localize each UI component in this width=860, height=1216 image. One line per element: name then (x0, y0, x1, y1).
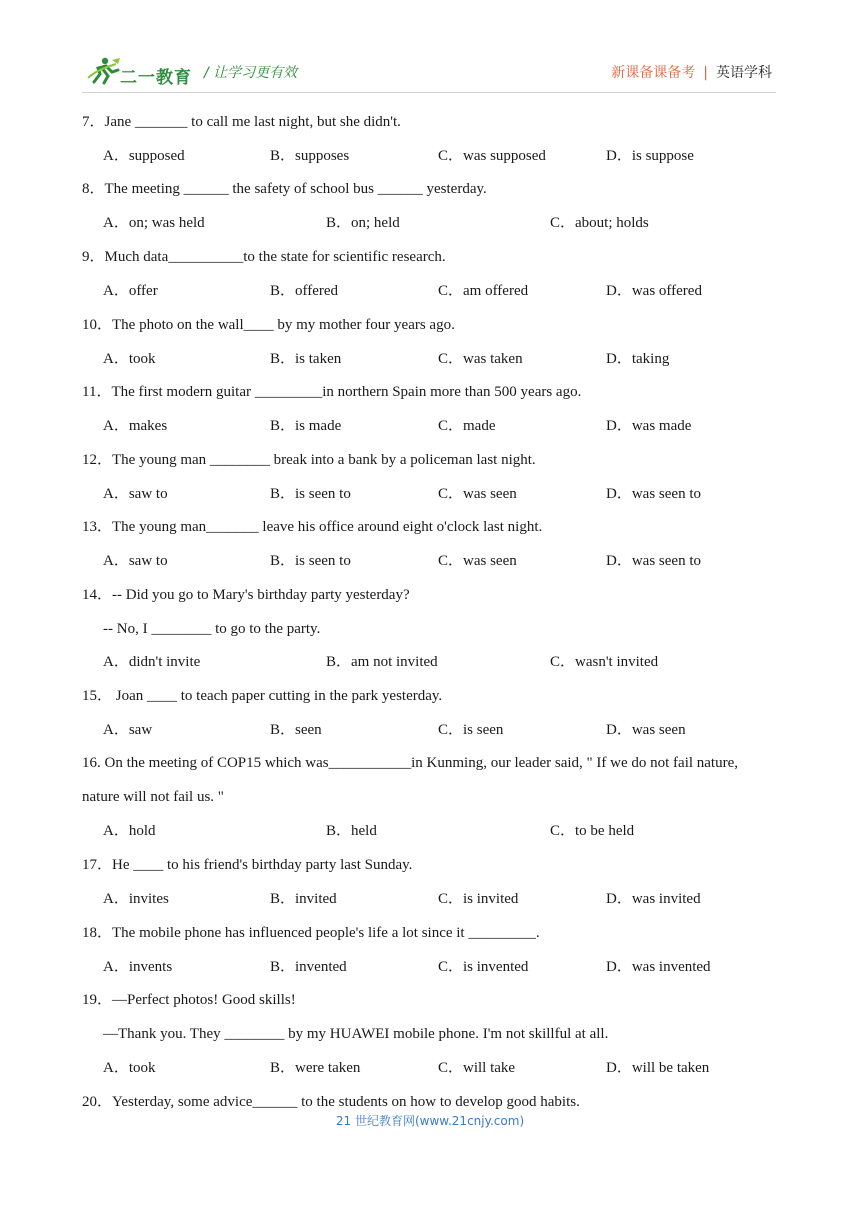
question-stem-continued: -- No, I ________ to go to the party. (103, 621, 321, 637)
option-c: C．made (438, 418, 496, 434)
option-d: D．was made (606, 418, 692, 434)
question-stem-continued: nature will not fail us. " (82, 789, 224, 805)
question-stem: 19．—Perfect photos! Good skills! (82, 992, 296, 1008)
option-a: A．on; was held (103, 215, 205, 231)
option-b: B．invented (270, 959, 347, 975)
option-a: A．invents (103, 959, 173, 975)
option-a: A．took (103, 351, 156, 367)
option-a: A．saw to (103, 553, 168, 569)
option-d: D．was seen to (606, 553, 701, 569)
option-c: C．will take (438, 1060, 516, 1076)
option-b: B．is made (270, 418, 342, 434)
option-b: B．invited (270, 891, 337, 907)
question-stem: 18．The mobile phone has influenced people's life a lot since it _________. (82, 925, 540, 941)
header-separator: | (703, 65, 708, 81)
option-a: A．saw to (103, 486, 168, 502)
option-c: C．about; holds (550, 215, 649, 231)
option-c: C．is invited (438, 891, 519, 907)
question-stem: 12．The young man ________ break into a bank by a policeman last night. (82, 452, 536, 468)
option-a: A．invites (103, 891, 169, 907)
question-stem-continued: —Thank you. They ________ by my HUAWEI mobile phone. I'm not skillful at all. (103, 1026, 609, 1042)
option-c: C．to be held (550, 823, 635, 839)
option-b: B．seen (270, 722, 322, 738)
option-b: B．on; held (326, 215, 400, 231)
option-c: C．was supposed (438, 148, 546, 164)
question-stem: 8．The meeting ______ the safety of school bus ______ yesterday. (82, 181, 487, 197)
option-c: C．was seen (438, 553, 517, 569)
option-c: C．was seen (438, 486, 517, 502)
option-a: A．hold (103, 823, 156, 839)
option-c: C．was taken (438, 351, 523, 367)
question-stem: 11．The first modern guitar _________in northern Spain more than 500 years ago. (82, 384, 582, 400)
question-stem: 15． Joan ____ to teach paper cutting in the park yesterday. (82, 688, 443, 704)
question-stem: 13．The young man_______ leave his office around eight o'clock last night. (82, 519, 543, 535)
question-stem: 10．The photo on the wall____ by my mother four years ago. (82, 317, 455, 333)
option-d: D．was seen to (606, 486, 701, 502)
header-slogan: / 让学习更有效 (204, 65, 298, 81)
question-stem: 16. On the meeting of COP15 which was___________in Kunming, our leader said, " If we do not fail nature, (82, 755, 739, 771)
page-header (0, 0, 860, 96)
question-stem: 20．Yesterday, some advice______ to the students on how to develop good habits. (82, 1094, 580, 1110)
subject-label: 英语学科 (716, 65, 772, 81)
option-a: A．supposed (103, 148, 185, 164)
header-right (611, 62, 772, 82)
option-b: B．is seen to (270, 553, 351, 569)
option-c: C．is invented (438, 959, 529, 975)
option-d: D．was invited (606, 891, 701, 907)
option-b: B．supposes (270, 148, 350, 164)
option-b: B．am not invited (326, 654, 438, 670)
option-a: A．offer (103, 283, 158, 299)
option-b: B．held (326, 823, 377, 839)
option-c: C．is seen (438, 722, 504, 738)
option-d: D．was invented (606, 959, 711, 975)
header-divider (82, 92, 776, 93)
option-b: B．were taken (270, 1060, 361, 1076)
option-a: A．saw (103, 722, 153, 738)
option-b: B．offered (270, 283, 339, 299)
option-d: D．is suppose (606, 148, 694, 164)
course-label: 新课备课备考 (611, 65, 696, 81)
option-a: A．took (103, 1060, 156, 1076)
question-stem: 7．Jane _______ to call me last night, but she didn't. (82, 114, 401, 130)
option-a: A．didn't invite (103, 654, 201, 670)
option-d: D．taking (606, 351, 670, 367)
option-b: B．is taken (270, 351, 342, 367)
brand-logo-text: 二一教育 (120, 68, 192, 88)
page-footer: 21 世纪教育网(www.21cnjy.com) (335, 1114, 525, 1128)
option-d: D．was offered (606, 283, 702, 299)
option-c: C．am offered (438, 283, 529, 299)
option-d: D．was seen (606, 722, 686, 738)
option-d: D．will be taken (606, 1060, 710, 1076)
question-stem: 17．He ____ to his friend's birthday party last Sunday. (82, 857, 413, 873)
question-stem: 9．Much data__________to the state for scientific research. (82, 249, 446, 265)
question-stem: 14．-- Did you go to Mary's birthday party yesterday? (82, 587, 410, 603)
option-a: A．makes (103, 418, 168, 434)
option-b: B．is seen to (270, 486, 351, 502)
option-c: C．wasn't invited (550, 654, 659, 670)
